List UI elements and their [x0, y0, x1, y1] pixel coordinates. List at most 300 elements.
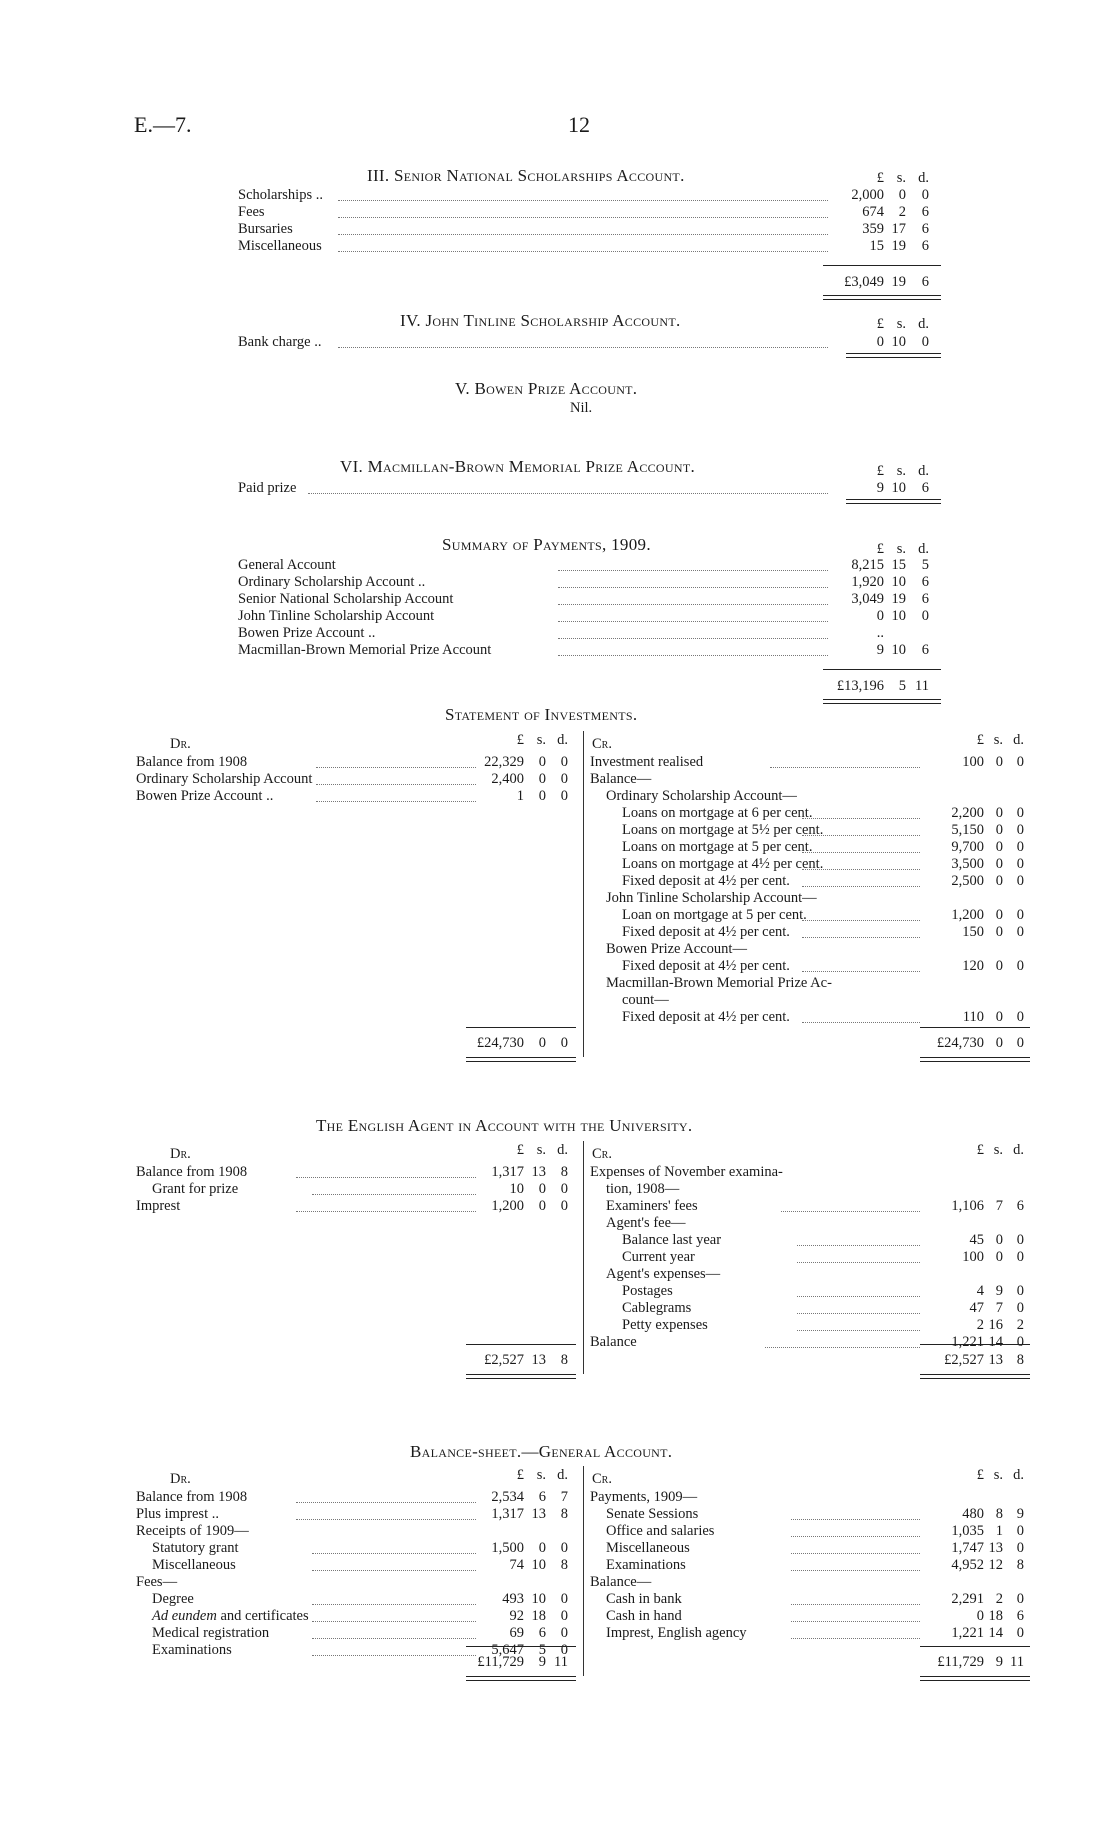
- currency-header: [590, 1467, 1030, 1484]
- debit-header: Dr.: [170, 736, 191, 752]
- pounds-value: 0: [876, 608, 884, 624]
- pence-value: 0: [560, 1642, 568, 1658]
- double-rule: [920, 1676, 1030, 1681]
- debit-row: [136, 1540, 576, 1557]
- shillings-value: s.: [993, 732, 1003, 748]
- row-label: Balance from 1908: [136, 1164, 248, 1180]
- pence-value: 0: [560, 754, 568, 770]
- shillings-value: 13: [988, 1540, 1003, 1556]
- total-rule: [466, 1027, 576, 1028]
- shillings-value: 6: [538, 1489, 546, 1505]
- shillings-value: 10: [891, 642, 906, 658]
- total-row: [238, 274, 938, 291]
- pence-value: 0: [1016, 1523, 1024, 1539]
- debit-row: [136, 1523, 576, 1540]
- pounds-value: 2,000: [851, 187, 884, 203]
- row-label: Current year: [622, 1249, 695, 1265]
- dot-leader: [797, 1245, 920, 1246]
- shillings-value: 14: [988, 1625, 1003, 1641]
- pounds-value: 47: [969, 1300, 984, 1316]
- dot-leader: [312, 1553, 476, 1554]
- column-divider: [583, 731, 584, 1057]
- shillings-value: 0: [995, 958, 1003, 974]
- pence-value: d.: [1013, 732, 1024, 748]
- pounds-value: 1,200: [951, 907, 984, 923]
- pounds-value: 15: [869, 238, 884, 254]
- pence-value: 0: [921, 608, 929, 624]
- pence-value: 0: [1016, 1283, 1024, 1299]
- pounds-value: 22,329: [484, 754, 524, 770]
- row-label: Fixed deposit at 4½ per cent.: [622, 924, 790, 940]
- pounds-value: 480: [962, 1506, 984, 1522]
- credit-row: [590, 1198, 1030, 1215]
- pounds-value: 3,500: [951, 856, 984, 872]
- credit-row: [590, 1523, 1030, 1540]
- row-label: Bowen Prize Account ..: [238, 625, 376, 641]
- pence-value: 0: [1016, 873, 1024, 889]
- shillings-value: 5: [538, 1642, 546, 1658]
- section-title: Balance-sheet.—General Account.: [410, 1442, 673, 1461]
- total-rule: [466, 1646, 576, 1647]
- shillings-value: 9: [995, 1283, 1003, 1299]
- dot-leader: [791, 1536, 920, 1537]
- dot-leader: [770, 767, 920, 768]
- pence-value: 0: [1016, 1035, 1024, 1051]
- total-row: [136, 1035, 576, 1052]
- pence-value: 6: [921, 480, 929, 496]
- dot-leader: [791, 1638, 920, 1639]
- dot-leader: [316, 767, 476, 768]
- pounds-value: £: [516, 1467, 524, 1483]
- credit-row: [590, 1215, 1030, 1232]
- pounds-value: 1,035: [951, 1523, 984, 1539]
- dot-leader: [312, 1604, 476, 1605]
- pounds-value: 110: [962, 1009, 984, 1025]
- double-rule: [920, 1374, 1030, 1379]
- row-label: Expenses of November examina-: [590, 1164, 783, 1180]
- row-label: Office and salaries: [606, 1523, 715, 1539]
- credit-row: [590, 1009, 1030, 1026]
- row-label: Agent's fee—: [606, 1215, 686, 1231]
- pence-value: 0: [560, 788, 568, 804]
- pounds-value: 2,291: [951, 1591, 984, 1607]
- shillings-value: 0: [995, 805, 1003, 821]
- pounds-value: £3,049: [844, 274, 884, 290]
- currency-header: [136, 732, 576, 749]
- pence-value: 8: [560, 1352, 568, 1368]
- shillings-value: 18: [531, 1608, 546, 1624]
- row-label: Senate Sessions: [606, 1506, 699, 1522]
- debit-row: [136, 1557, 576, 1574]
- pounds-value: 2,500: [951, 873, 984, 889]
- debit-row: [136, 1489, 576, 1506]
- currency-header: [238, 541, 938, 558]
- double-rule: [920, 1057, 1030, 1062]
- credit-row: [590, 958, 1030, 975]
- dot-leader: [338, 200, 828, 201]
- pounds-value: 493: [502, 1591, 524, 1607]
- dot-leader: [296, 1519, 476, 1520]
- pounds-value: 1,317: [491, 1506, 524, 1522]
- double-rule: [466, 1676, 576, 1681]
- pounds-value: 150: [962, 924, 984, 940]
- pence-value: 0: [560, 1035, 568, 1051]
- pence-value: 11: [554, 1654, 568, 1670]
- row-label: Ordinary Scholarship Account ..: [238, 574, 426, 590]
- debit-row: [136, 1181, 576, 1198]
- row-label: Degree: [152, 1591, 194, 1607]
- shillings-value: 0: [995, 907, 1003, 923]
- pounds-value: £: [976, 732, 984, 748]
- shillings-value: 9: [538, 1654, 546, 1670]
- pounds-value: 2: [976, 1317, 984, 1333]
- credit-row: [590, 941, 1030, 958]
- pence-value: 0: [560, 1198, 568, 1214]
- shillings-value: 0: [995, 822, 1003, 838]
- pounds-value: 4,952: [951, 1557, 984, 1573]
- pounds-value: 5,647: [491, 1642, 524, 1658]
- shillings-value: 0: [995, 1009, 1003, 1025]
- credit-row: [590, 754, 1030, 771]
- pence-value: 0: [1016, 924, 1024, 940]
- debit-row: [136, 1574, 576, 1591]
- pence-value: 2: [1016, 1317, 1024, 1333]
- pounds-value: 120: [962, 958, 984, 974]
- pence-value: 0: [1016, 1232, 1024, 1248]
- dot-leader: [802, 869, 920, 870]
- dot-leader: [308, 493, 828, 494]
- pence-value: 6: [921, 591, 929, 607]
- pence-value: 11: [1010, 1654, 1024, 1670]
- row-label: Balance last year: [622, 1232, 722, 1248]
- pounds-value: 5,150: [951, 822, 984, 838]
- ledger-row: [238, 221, 938, 238]
- pounds-value: 69: [509, 1625, 524, 1641]
- dot-leader: [296, 1177, 476, 1178]
- pence-value: 7: [560, 1489, 568, 1505]
- pounds-value: 1: [516, 788, 524, 804]
- double-rule: [846, 353, 941, 358]
- row-label: John Tinline Scholarship Account—: [606, 890, 817, 906]
- dot-leader: [558, 621, 828, 622]
- credit-row: [590, 1574, 1030, 1591]
- shillings-value: 0: [995, 873, 1003, 889]
- dot-leader: [802, 937, 920, 938]
- shillings-value: 2: [898, 204, 906, 220]
- shillings-value: 0: [995, 754, 1003, 770]
- shillings-value: s.: [536, 1467, 546, 1483]
- pounds-value: 1,106: [951, 1198, 984, 1214]
- total-rule: [920, 1344, 1030, 1345]
- row-label: Medical registration: [152, 1625, 270, 1641]
- row-label: Loans on mortgage at 6 per cent.: [622, 805, 813, 821]
- pounds-value: 8,215: [851, 557, 884, 573]
- shillings-value: 0: [995, 924, 1003, 940]
- pounds-value: 2,200: [951, 805, 984, 821]
- pence-value: 6: [921, 574, 929, 590]
- shillings-value: 9: [995, 1654, 1003, 1670]
- shillings-value: 0: [538, 1181, 546, 1197]
- double-rule: [846, 499, 941, 504]
- dot-leader: [296, 1502, 476, 1503]
- credit-row: [590, 1334, 1030, 1351]
- pence-value: 0: [560, 1608, 568, 1624]
- total-row: [590, 1654, 1030, 1671]
- dot-leader: [802, 835, 920, 836]
- dot-leader: [781, 1211, 920, 1212]
- pounds-value: £2,527: [944, 1352, 984, 1368]
- pence-value: 0: [560, 1181, 568, 1197]
- pence-value: 8: [560, 1506, 568, 1522]
- ledger-row: [238, 480, 938, 497]
- section-title: VI. Macmillan-Brown Memorial Prize Account.: [340, 457, 696, 476]
- section-title: Summary of Payments, 1909.: [442, 535, 651, 554]
- credit-row: [590, 1625, 1030, 1642]
- credit-row: [590, 822, 1030, 839]
- pence-value: d.: [557, 1467, 568, 1483]
- pence-value: 0: [1016, 907, 1024, 923]
- debit-header: Dr.: [170, 1146, 191, 1162]
- dot-leader: [558, 570, 828, 571]
- pence-value: 6: [921, 204, 929, 220]
- currency-header: [238, 170, 938, 187]
- ledger-row: [238, 608, 938, 625]
- row-label: Macmillan-Brown Memorial Prize Ac-: [606, 975, 832, 991]
- pence-value: 0: [1016, 1300, 1024, 1316]
- row-label: Balance from 1908: [136, 754, 248, 770]
- pounds-value: 1,500: [491, 1540, 524, 1556]
- pence-value: 8: [560, 1164, 568, 1180]
- debit-row: [136, 771, 576, 788]
- pounds-value: 92: [509, 1608, 524, 1624]
- pounds-value: 359: [862, 221, 884, 237]
- dot-leader: [338, 251, 828, 252]
- total-rule: [920, 1646, 1030, 1647]
- credit-row: [590, 1181, 1030, 1198]
- pence-value: 0: [1016, 839, 1024, 855]
- page-number: 12: [568, 112, 590, 137]
- pence-value: 0: [560, 1540, 568, 1556]
- row-label: Bursaries: [238, 221, 293, 237]
- pounds-value: 0: [876, 334, 884, 350]
- shillings-value: 10: [891, 480, 906, 496]
- dot-leader: [802, 920, 920, 921]
- double-rule: [466, 1374, 576, 1379]
- credit-row: [590, 907, 1030, 924]
- shillings-value: 19: [891, 238, 906, 254]
- pounds-value: 100: [962, 1249, 984, 1265]
- shillings-value: s.: [896, 463, 906, 479]
- credit-row: [590, 1232, 1030, 1249]
- shillings-value: 6: [538, 1625, 546, 1641]
- pounds-value: 1,317: [491, 1164, 524, 1180]
- row-label: Fees: [238, 204, 265, 220]
- row-label: Miscellaneous: [606, 1540, 690, 1556]
- shillings-value: 10: [891, 334, 906, 350]
- pounds-value: £: [876, 463, 884, 479]
- pence-value: 0: [1016, 1009, 1024, 1025]
- credit-row: [590, 1591, 1030, 1608]
- section-title: III. Senior National Scholarships Account.: [367, 166, 685, 185]
- credit-row: [590, 1164, 1030, 1181]
- section-title: Statement of Investments.: [445, 705, 638, 724]
- row-label: Examinations: [152, 1642, 232, 1658]
- shillings-value: s.: [993, 1467, 1003, 1483]
- row-label: Senior National Scholarship Account: [238, 591, 454, 607]
- pence-value: 0: [1016, 1591, 1024, 1607]
- pence-value: 8: [1016, 1557, 1024, 1573]
- dot-leader: [791, 1553, 920, 1554]
- shillings-value: 13: [988, 1352, 1003, 1368]
- pounds-value: 1,920: [851, 574, 884, 590]
- pence-value: d.: [1013, 1467, 1024, 1483]
- debit-row: [136, 1198, 576, 1215]
- pounds-value: £: [976, 1142, 984, 1158]
- pence-value: 0: [1016, 1625, 1024, 1641]
- pounds-value: 2,534: [491, 1489, 524, 1505]
- dot-leader: [797, 1313, 920, 1314]
- pence-value: 0: [921, 187, 929, 203]
- pounds-value: 9: [876, 480, 884, 496]
- ledger-row: [238, 238, 938, 255]
- row-label: Bowen Prize Account—: [606, 941, 747, 957]
- row-label: Fixed deposit at 4½ per cent.: [622, 958, 790, 974]
- row-label: Grant for prize: [152, 1181, 239, 1197]
- pounds-value: 45: [969, 1232, 984, 1248]
- pounds-value: £: [876, 316, 884, 332]
- shillings-value: 0: [538, 754, 546, 770]
- credit-row: [590, 1540, 1030, 1557]
- pence-value: d.: [918, 170, 929, 186]
- dot-leader: [338, 234, 828, 235]
- pounds-value: £: [516, 732, 524, 748]
- currency-header: [238, 316, 938, 333]
- row-label: Balance—: [590, 1574, 652, 1590]
- row-label: Payments, 1909—: [590, 1489, 698, 1505]
- shillings-value: 19: [891, 591, 906, 607]
- credit-row: [590, 992, 1030, 1009]
- debit-row: [136, 1164, 576, 1181]
- section-title: IV. John Tinline Scholarship Account.: [400, 311, 681, 330]
- credit-row: [590, 839, 1030, 856]
- pounds-value: 74: [509, 1557, 524, 1573]
- pounds-value: 1,221: [951, 1625, 984, 1641]
- row-label: Ad eundem and certificates: [152, 1608, 309, 1624]
- shillings-value: 19: [891, 274, 906, 290]
- page-ref: E.—7.: [134, 112, 192, 137]
- debit-row: [136, 788, 576, 805]
- row-label: Postages: [622, 1283, 673, 1299]
- total-row: [590, 1035, 1030, 1052]
- row-label: Loans on mortgage at 5 per cent.: [622, 839, 813, 855]
- pence-value: d.: [918, 541, 929, 557]
- credit-row: [590, 924, 1030, 941]
- pounds-value: £24,730: [476, 1035, 524, 1051]
- shillings-value: 16: [988, 1317, 1003, 1333]
- ledger-row: [238, 557, 938, 574]
- pence-value: 6: [1016, 1198, 1024, 1214]
- row-label: Cablegrams: [622, 1300, 692, 1316]
- pounds-value: £: [516, 1142, 524, 1158]
- credit-row: [590, 1506, 1030, 1523]
- row-label: Investment realised: [590, 754, 704, 770]
- credit-row: [590, 771, 1030, 788]
- credit-row: [590, 1283, 1030, 1300]
- shillings-value: s.: [536, 732, 546, 748]
- currency-header: [238, 463, 938, 480]
- row-label: Fixed deposit at 4½ per cent.: [622, 1009, 790, 1025]
- total-rule: [466, 1344, 576, 1345]
- pence-value: 0: [1016, 856, 1024, 872]
- row-label: Ordinary Scholarship Account—: [606, 788, 797, 804]
- ledger-row: [238, 591, 938, 608]
- pence-value: 0: [1016, 822, 1024, 838]
- row-label: John Tinline Scholarship Account: [238, 608, 435, 624]
- row-label: Examiners' fees: [606, 1198, 698, 1214]
- currency-header: [590, 1142, 1030, 1159]
- credit-row: [590, 805, 1030, 822]
- credit-row: [590, 873, 1030, 890]
- pence-value: 0: [1016, 1249, 1024, 1265]
- pounds-value: 1,221: [951, 1334, 984, 1350]
- pounds-value: 1,200: [491, 1198, 524, 1214]
- row-label: Plus imprest ..: [136, 1506, 219, 1522]
- ledger-row: [238, 642, 938, 659]
- pence-value: 0: [1016, 1540, 1024, 1556]
- section-title: The English Agent in Account with the University.: [316, 1116, 693, 1135]
- row-label: Examinations: [606, 1557, 686, 1573]
- row-label: Cash in bank: [606, 1591, 682, 1607]
- pounds-value: 4: [976, 1283, 984, 1299]
- pence-value: 6: [1016, 1608, 1024, 1624]
- dot-leader: [791, 1570, 920, 1571]
- dot-leader: [558, 638, 828, 639]
- row-label: Paid prize: [238, 480, 297, 496]
- dot-leader: [802, 886, 920, 887]
- ledger-row: [238, 334, 938, 351]
- shillings-value: s.: [536, 1142, 546, 1158]
- column-divider: [583, 1466, 584, 1676]
- pence-value: 5: [921, 557, 929, 573]
- column-divider: [583, 1141, 584, 1374]
- shillings-value: 0: [538, 1198, 546, 1214]
- debit-row: [136, 1625, 576, 1642]
- shillings-value: s.: [993, 1142, 1003, 1158]
- shillings-value: 0: [995, 1232, 1003, 1248]
- shillings-value: s.: [896, 316, 906, 332]
- dot-leader: [802, 971, 920, 972]
- shillings-value: 13: [531, 1164, 546, 1180]
- row-label: tion, 1908—: [606, 1181, 680, 1197]
- row-label: Cash in hand: [606, 1608, 682, 1624]
- shillings-value: 5: [898, 678, 906, 694]
- credit-header: Cr.: [592, 736, 612, 752]
- dot-leader: [765, 1347, 920, 1348]
- pence-value: 0: [560, 771, 568, 787]
- shillings-value: 10: [531, 1557, 546, 1573]
- dot-leader: [312, 1621, 476, 1622]
- pence-value: 6: [921, 221, 929, 237]
- dot-leader: [312, 1570, 476, 1571]
- credit-row: [590, 1489, 1030, 1506]
- dot-leader: [791, 1519, 920, 1520]
- row-label: Loans on mortgage at 4½ per cent.: [622, 856, 824, 872]
- pounds-value: 9: [876, 642, 884, 658]
- dot-leader: [296, 1211, 476, 1212]
- shillings-value: 0: [995, 856, 1003, 872]
- dot-leader: [312, 1638, 476, 1639]
- nil-label: Nil.: [570, 400, 593, 416]
